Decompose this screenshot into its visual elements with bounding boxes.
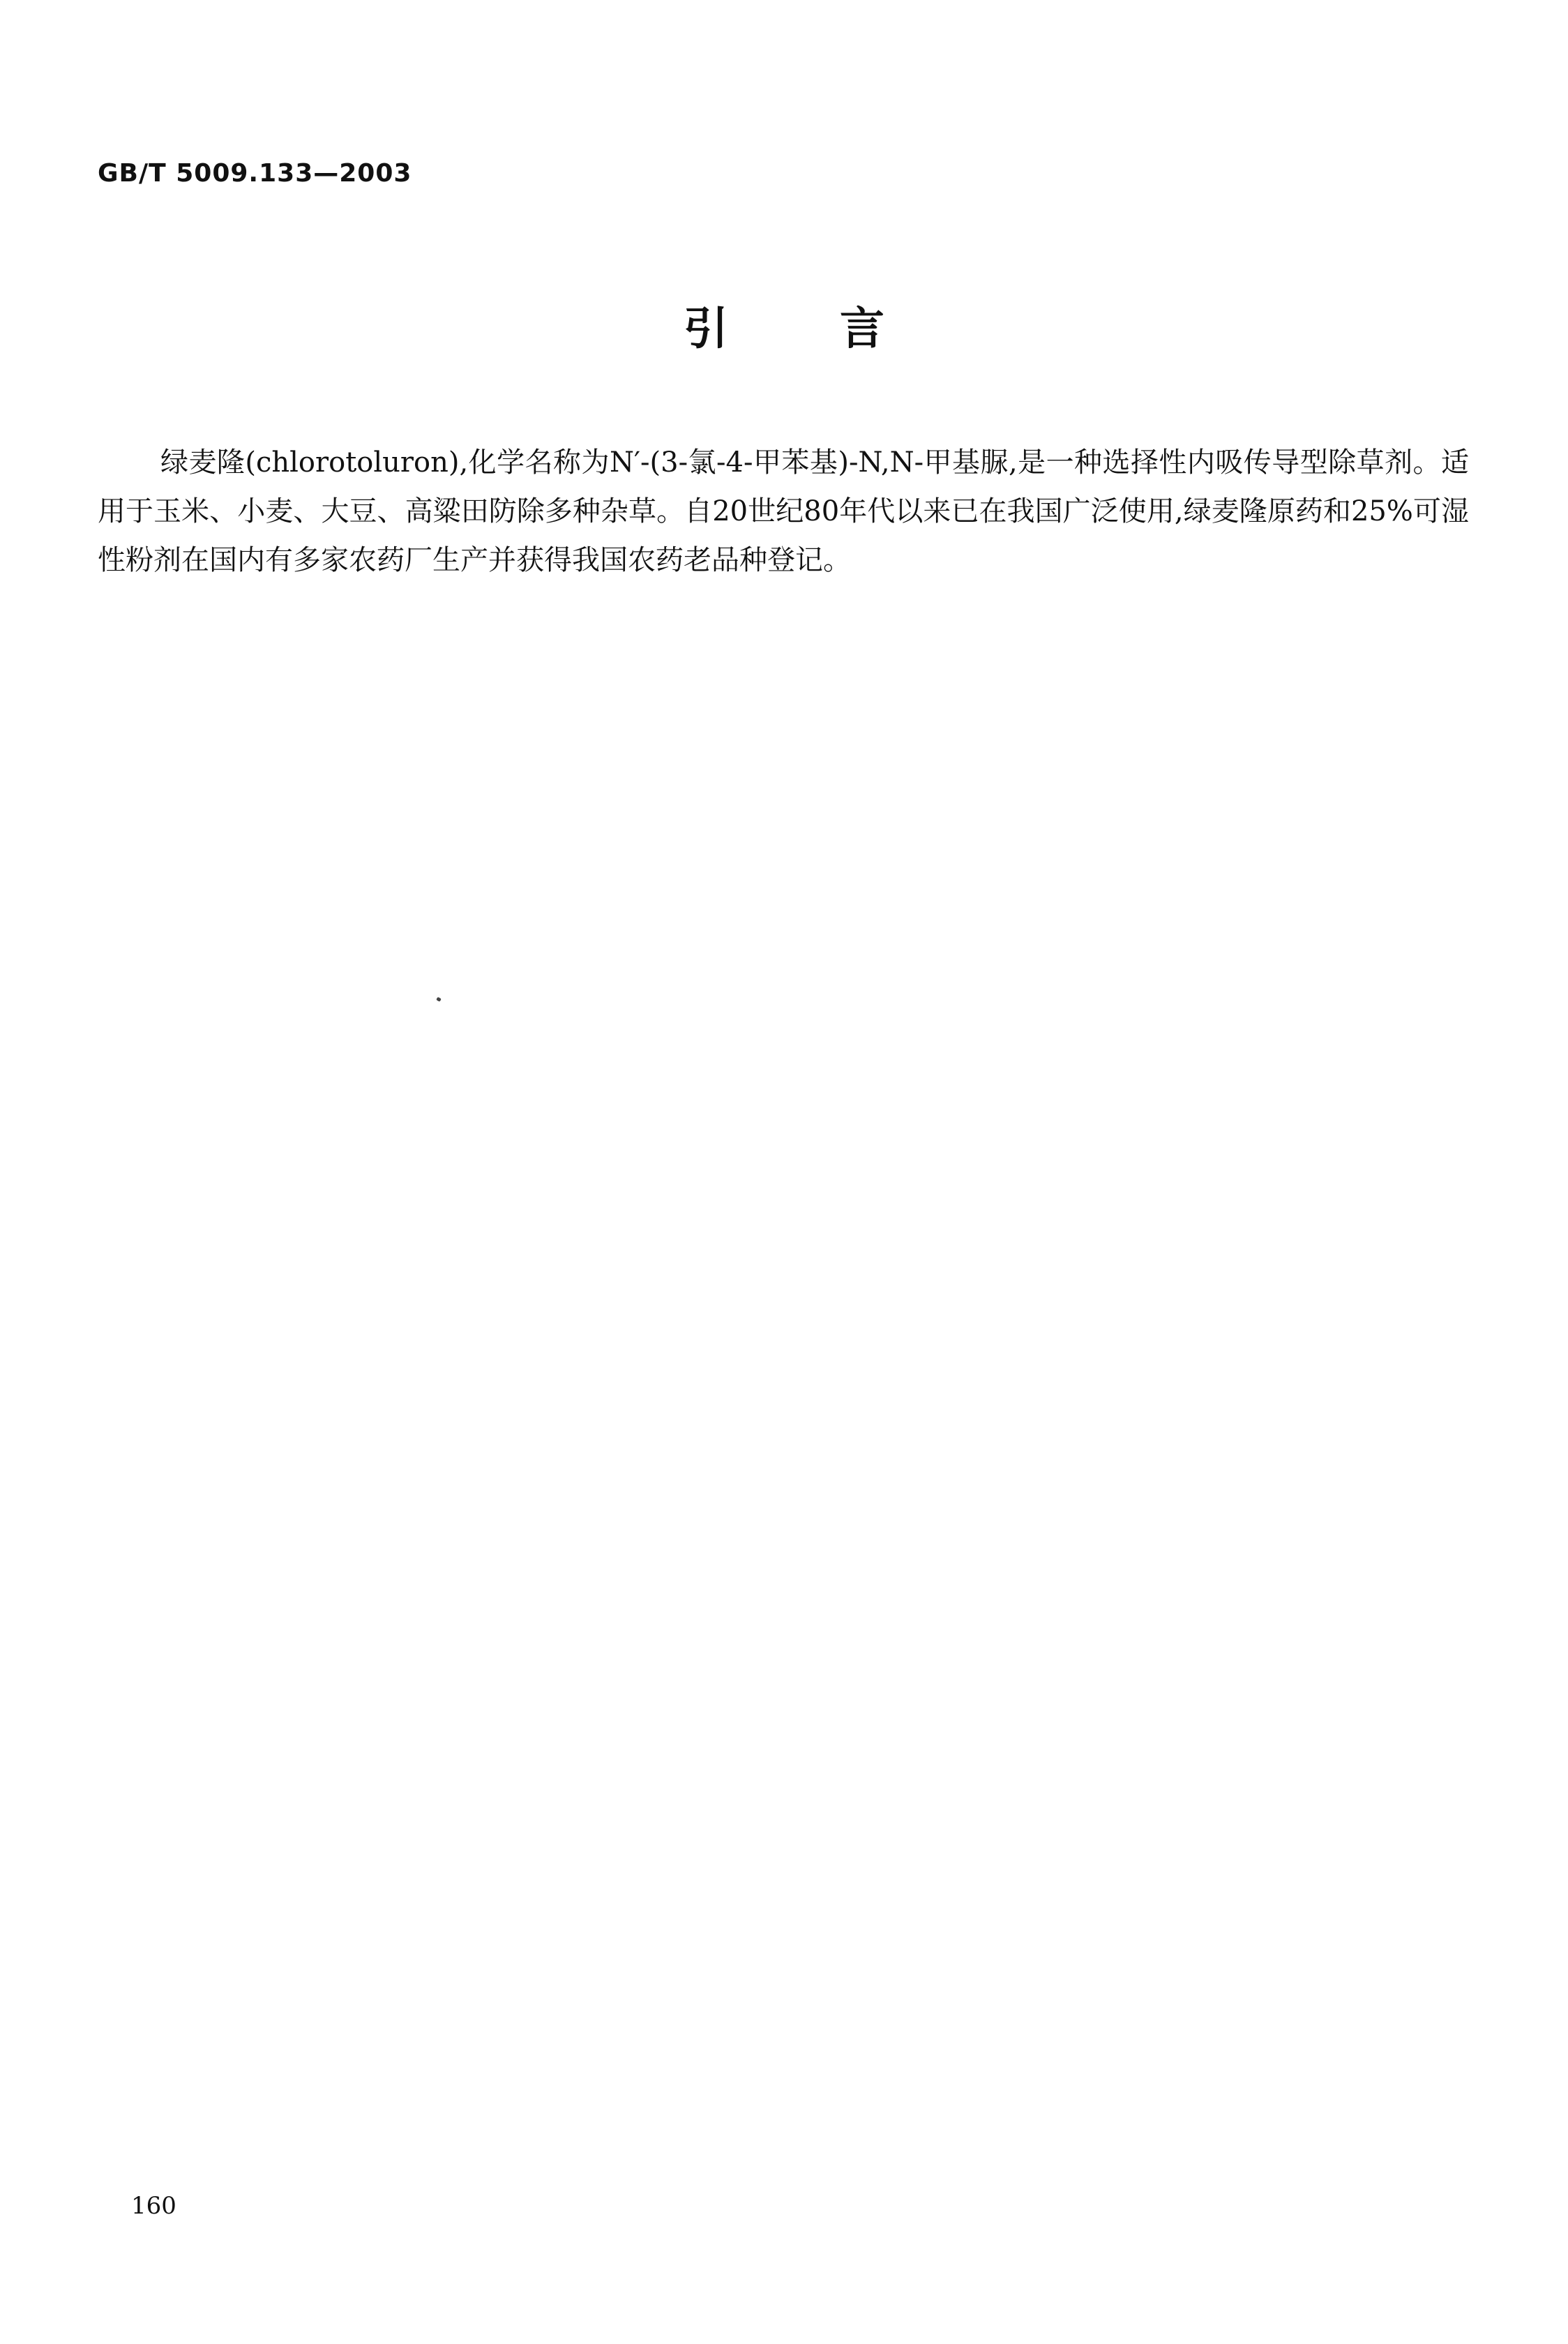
standard-code: GB/T 5009.133—2003 xyxy=(98,159,412,188)
title-char-2: 言 xyxy=(840,303,884,355)
page-title xyxy=(0,301,1568,357)
title-char-1: 引 xyxy=(684,303,728,355)
intro-paragraph: 绿麦隆(chlorotoluron),化学名称为N′-(3-氯-4-甲苯基)-N,N-甲基脲,是一种选择性内吸传导型除草剂。适用于玉米、小麦、大豆、高粱田防除多种杂草。自20世纪80年代以来已在我国广泛使用,绿麦隆原药和25%可湿性粉剂在国内有多家农药厂生产并获得我国农药老品种登记。 xyxy=(98,446,1469,576)
page-number: 160 xyxy=(131,2192,176,2220)
scan-speck xyxy=(436,997,442,1002)
